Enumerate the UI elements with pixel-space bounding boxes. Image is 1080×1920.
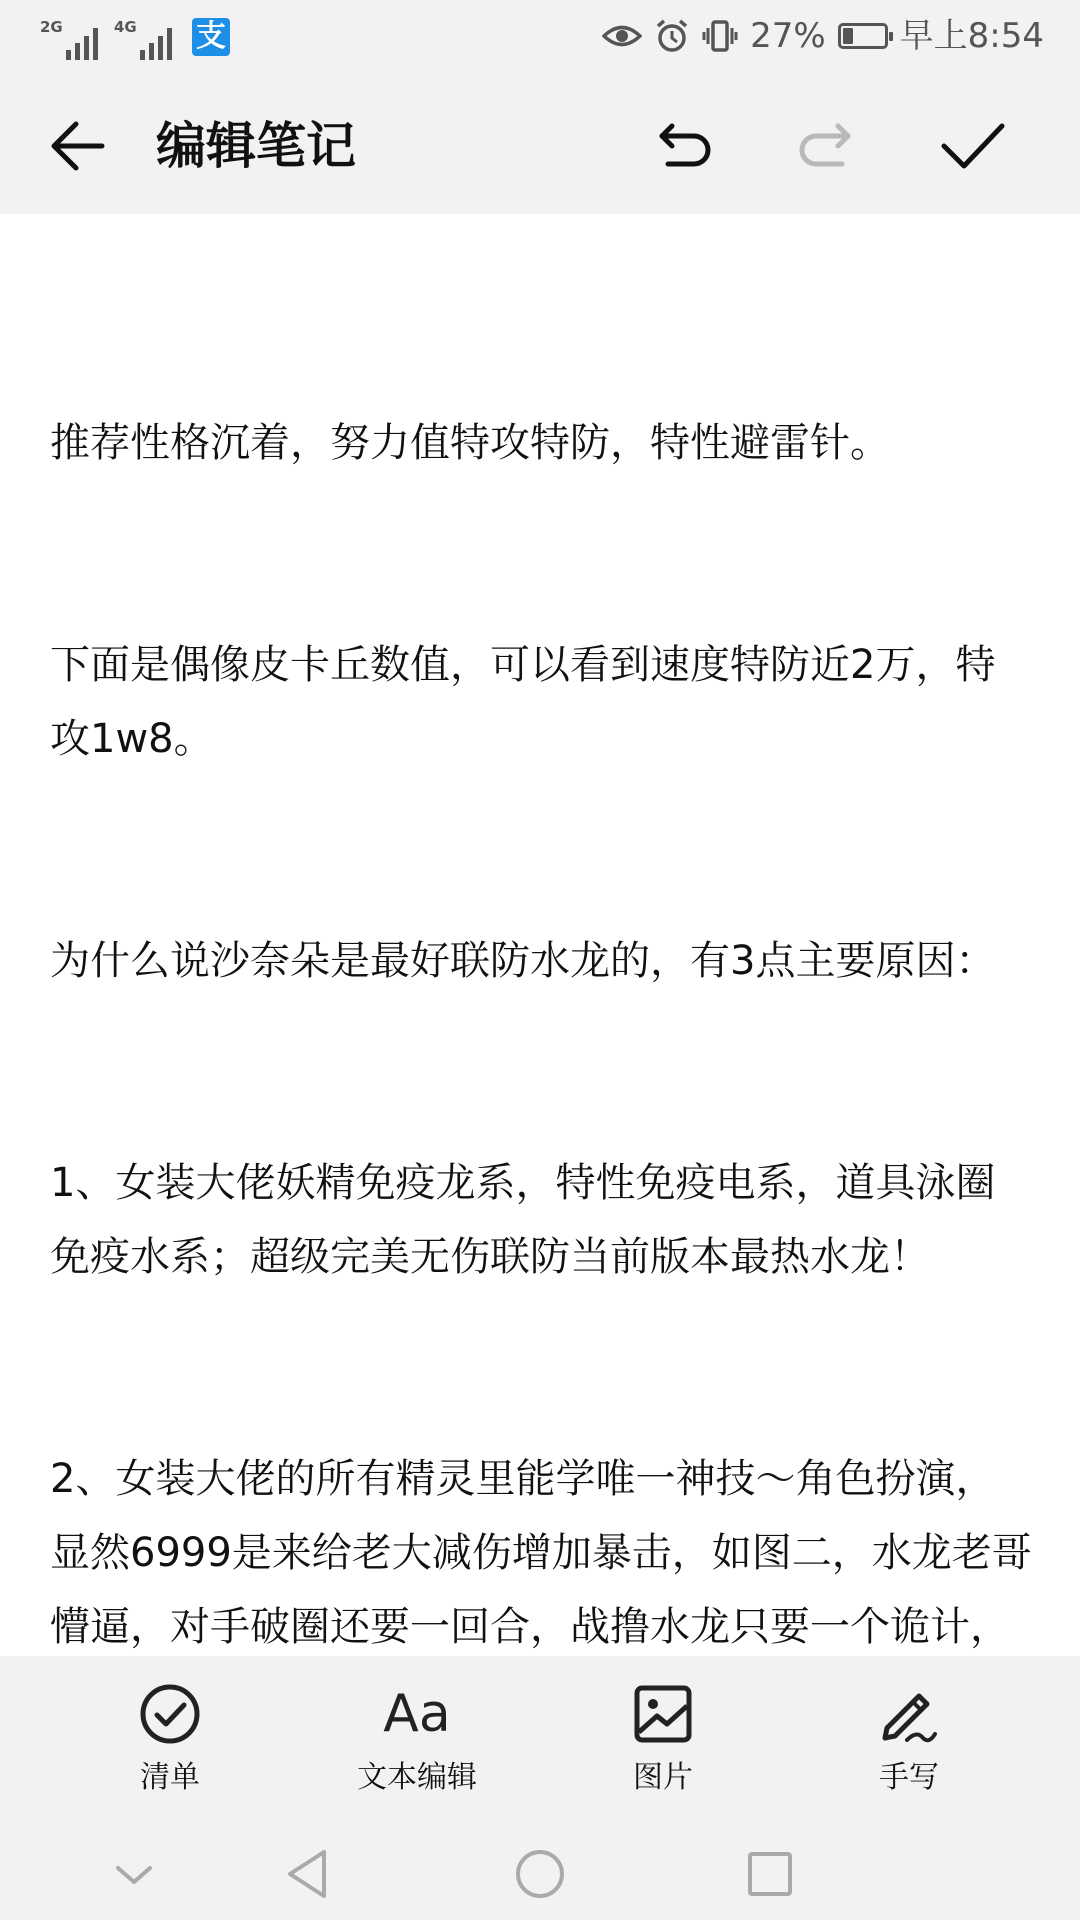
home-circle-icon bbox=[510, 1844, 570, 1904]
redo-button[interactable] bbox=[790, 110, 862, 182]
checkmark-icon bbox=[936, 110, 1008, 182]
status-left-group bbox=[40, 14, 230, 60]
eye-icon bbox=[602, 21, 642, 51]
signal-4g-icon bbox=[114, 20, 172, 60]
note-body[interactable] bbox=[50, 214, 1035, 1656]
redo-icon bbox=[790, 110, 862, 182]
image-label: 图片 bbox=[633, 1760, 693, 1795]
recent-square-icon bbox=[740, 1844, 800, 1904]
text-edit-button[interactable] bbox=[317, 1682, 517, 1812]
done-button[interactable] bbox=[936, 110, 1008, 182]
nav-back-button[interactable] bbox=[280, 1844, 340, 1904]
note-line[interactable]: 2、女装大佬的所有精灵里能学唯一神技～角色扮演，显然6999是来给老大减伤增加暴击，如图二，水龙老哥懵逼，对手破圈还要一回合，战撸水龙只要一个诡计， bbox=[50, 1456, 1032, 1650]
handwriting-label: 手写 bbox=[879, 1760, 939, 1795]
handwriting-button[interactable] bbox=[809, 1682, 1009, 1812]
nav-home-button[interactable] bbox=[510, 1844, 570, 1904]
checklist-icon bbox=[138, 1682, 202, 1746]
back-button[interactable] bbox=[44, 110, 116, 182]
image-icon bbox=[631, 1682, 695, 1746]
signal-2g-icon bbox=[40, 20, 98, 60]
image-button[interactable] bbox=[563, 1682, 763, 1812]
text-format-icon: Aa bbox=[383, 1684, 451, 1744]
back-arrow-icon bbox=[44, 110, 116, 182]
note-line[interactable]: 推荐性格沉着，努力值特攻特防，特性避雷针。 bbox=[50, 420, 890, 466]
battery-icon bbox=[838, 23, 888, 49]
undo-icon bbox=[648, 110, 720, 182]
vibrate-icon bbox=[702, 18, 738, 54]
alarm-icon bbox=[654, 18, 690, 54]
status-bar bbox=[0, 0, 1080, 74]
signal-4g-label: 4G bbox=[114, 18, 137, 36]
editor-toolbar bbox=[0, 1656, 1080, 1826]
page-title: 编辑笔记 bbox=[156, 117, 356, 175]
checklist-label: 清单 bbox=[140, 1760, 200, 1795]
status-right-group bbox=[602, 10, 1044, 62]
undo-button[interactable] bbox=[648, 110, 720, 182]
text-edit-label: 文本编辑 bbox=[357, 1760, 477, 1795]
back-triangle-icon bbox=[280, 1844, 340, 1904]
title-bar bbox=[0, 74, 1080, 214]
nav-recent-button[interactable] bbox=[740, 1844, 800, 1904]
handwriting-pen-icon bbox=[877, 1682, 941, 1746]
hide-keyboard-button[interactable] bbox=[104, 1844, 164, 1904]
checklist-button[interactable] bbox=[70, 1682, 270, 1812]
battery-percent: 27% bbox=[750, 16, 826, 56]
hide-keyboard-icon bbox=[104, 1844, 164, 1904]
note-line[interactable]: 下面是偶像皮卡丘数值，可以看到速度特防近2万，特攻1w8。 bbox=[50, 642, 996, 762]
system-nav-bar bbox=[0, 1826, 1080, 1920]
signal-2g-label: 2G bbox=[40, 18, 63, 36]
status-time: 早上8:54 bbox=[899, 16, 1044, 56]
alipay-icon: 支 bbox=[192, 18, 230, 56]
note-line[interactable]: 1、女装大佬妖精免疫龙系，特性免疫电系，道具泳圈免疫水系；超级完美无伤联防当前版本最热水龙！ bbox=[50, 1160, 996, 1280]
note-editor[interactable] bbox=[0, 214, 1080, 1656]
note-line[interactable]: 为什么说沙奈朵是最好联防水龙的，有3点主要原因： bbox=[50, 938, 996, 984]
